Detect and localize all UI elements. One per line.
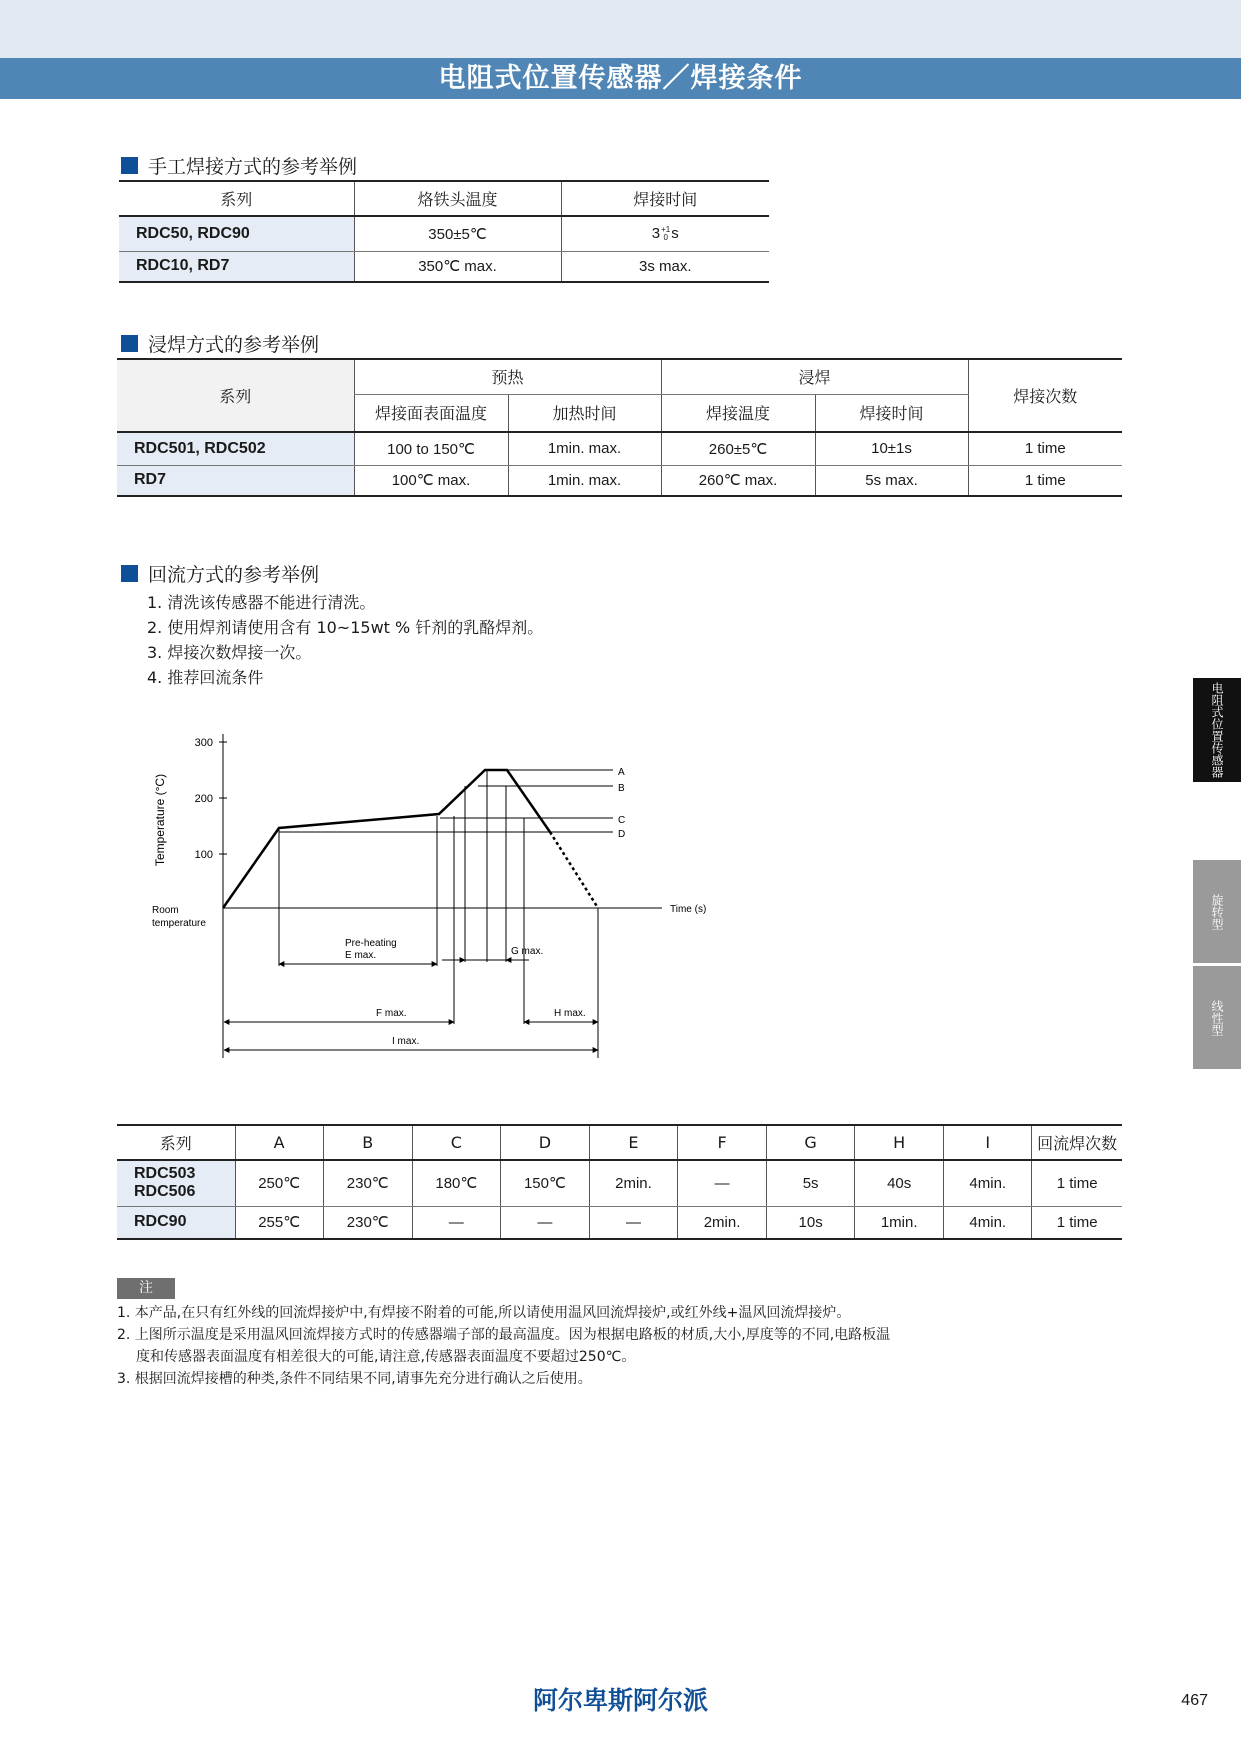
table-row xyxy=(119,216,769,251)
series-cell: RDC50, RDC90 xyxy=(119,216,354,251)
y-axis-label: Temperature (°C) xyxy=(153,773,167,867)
section-square-icon xyxy=(121,335,138,352)
tol-minus: 0 xyxy=(663,233,668,243)
value-cell: — xyxy=(678,1160,767,1206)
brand-logo: 阿尔卑斯阿尔派 xyxy=(532,1686,708,1715)
tol-plus: +1 xyxy=(661,225,671,235)
col-header: G xyxy=(767,1125,855,1160)
x-axis-label: Time (s) xyxy=(670,904,707,915)
table-row xyxy=(117,465,1122,496)
col-header-series: 系列 xyxy=(117,359,354,432)
dip-section-heading xyxy=(121,330,319,357)
room-label: Room xyxy=(152,905,179,916)
value-cell: — xyxy=(589,1206,677,1239)
value-cell: 5s xyxy=(767,1160,855,1206)
col-header-count: 回流焊次数 xyxy=(1032,1125,1122,1160)
manual-section-heading xyxy=(121,152,357,179)
value-cell: — xyxy=(412,1206,500,1239)
time-unit: s xyxy=(671,225,679,243)
value-cell: 150℃ xyxy=(500,1160,589,1206)
section-square-icon xyxy=(121,565,138,582)
dip-table xyxy=(117,358,1122,497)
series-cell: RDC90 xyxy=(117,1206,235,1239)
section-square-icon xyxy=(121,157,138,174)
list-item: 4. 推荐回流条件 xyxy=(147,668,264,687)
note-line: 3. 根据回流焊接槽的种类,条件不同结果不同,请事先充分进行确认之后使用。 xyxy=(117,1371,592,1387)
value-cell: 100℃ max. xyxy=(354,465,508,496)
value-cell: 230℃ xyxy=(323,1160,412,1206)
value-cell: 1min. max. xyxy=(508,432,661,465)
series-cell: RD7 xyxy=(117,465,354,496)
y-tick-label: 300 xyxy=(194,737,213,749)
reflow-heading-text: 回流方式的参考举例 xyxy=(148,564,320,586)
value-cell: 1 time xyxy=(968,432,1122,465)
notes xyxy=(117,1302,890,1390)
col-header: A xyxy=(235,1125,323,1160)
dip-heading-text: 浸焊方式的参考举例 xyxy=(148,334,320,356)
value-cell: 350℃ max. xyxy=(354,251,561,282)
level-label: B xyxy=(618,783,625,794)
series-cell: RDC501, RDC502 xyxy=(117,432,354,465)
value-cell: 250℃ xyxy=(235,1160,323,1206)
col-header: I xyxy=(944,1125,1032,1160)
note-tag: 注 xyxy=(117,1278,175,1299)
value-cell: 4min. xyxy=(944,1160,1032,1206)
col-header: D xyxy=(500,1125,589,1160)
value-cell xyxy=(561,216,769,251)
col-header: C xyxy=(412,1125,500,1160)
list-item: 2. 使用焊剂请使用含有 10~15wt % 钎剂的乳酪焊剂。 xyxy=(147,618,544,637)
value-cell: 10s xyxy=(767,1206,855,1239)
group-dip: 浸焊 xyxy=(661,359,968,394)
group-preheat: 预热 xyxy=(354,359,661,394)
side-tab-label: 线性型 xyxy=(1210,999,1224,1036)
col-header: F xyxy=(678,1125,767,1160)
value-cell: 180℃ xyxy=(412,1160,500,1206)
col-header-count: 焊接次数 xyxy=(968,359,1122,432)
top-band xyxy=(0,0,1241,58)
col-header-time: 焊接时间 xyxy=(561,181,769,216)
manual-table xyxy=(119,180,769,283)
dim-label-f: F max. xyxy=(376,1008,407,1019)
side-tab-label: 旋转型 xyxy=(1210,893,1224,930)
level-label: A xyxy=(618,767,625,778)
cooling-curve xyxy=(550,832,598,908)
profile-curve xyxy=(223,770,550,908)
time-base: 3 xyxy=(651,225,661,243)
value-cell: 10±1s xyxy=(815,432,968,465)
level-label: C xyxy=(618,815,626,826)
value-cell: 2min. xyxy=(589,1160,677,1206)
series-cell: RDC10, RD7 xyxy=(119,251,354,282)
series-cell xyxy=(117,1160,235,1206)
value-cell: 4min. xyxy=(944,1206,1032,1239)
series-name: RDC503 xyxy=(134,1165,196,1183)
table-row xyxy=(117,432,1122,465)
value-cell: 255℃ xyxy=(235,1206,323,1239)
y-tick-label: 200 xyxy=(194,793,213,805)
value-cell: 5s max. xyxy=(815,465,968,496)
value-cell: 230℃ xyxy=(323,1206,412,1239)
value-cell: 350±5℃ xyxy=(354,216,561,251)
note-line: 1. 本产品,在只有红外线的回流焊接炉中,有焊接不附着的可能,所以请使用温风回流焊接炉,或红外线+温风回流焊接炉。 xyxy=(117,1305,851,1321)
value-cell: 260±5℃ xyxy=(661,432,815,465)
dim-label-e: E max. xyxy=(345,950,377,961)
series-name: RDC506 xyxy=(134,1183,196,1201)
col-header-series: 系列 xyxy=(117,1125,235,1160)
table-row xyxy=(117,1206,1122,1239)
col-header: B xyxy=(323,1125,412,1160)
reflow-list xyxy=(147,590,543,690)
list-item: 3. 焊接次数焊接一次。 xyxy=(147,643,312,662)
list-item: 1. 清洗该传感器不能进行清洗。 xyxy=(147,593,376,612)
manual-heading-text: 手工焊接方式的参考举例 xyxy=(148,156,358,178)
value-cell: 100 to 150℃ xyxy=(354,432,508,465)
side-tab-linear[interactable] xyxy=(1193,966,1241,1069)
level-label: D xyxy=(618,829,626,840)
dim-label-h: H max. xyxy=(554,1008,586,1019)
page-title: 电阻式位置传感器／焊接条件 xyxy=(0,58,1241,99)
note-line: 2. 上图所示温度是采用温风回流焊接方式时的传感器端子部的最高温度。因为根据电路板的材质,大小,厚度等的不同,电路板温 xyxy=(117,1327,891,1343)
sub-header: 焊接面表面温度 xyxy=(354,394,508,432)
value-cell: 260℃ max. xyxy=(661,465,815,496)
value-cell: — xyxy=(500,1206,589,1239)
note-line: 度和传感器表面温度有相差很大的可能,请注意,传感器表面温度不要超过250℃。 xyxy=(136,1349,636,1365)
table-row xyxy=(117,1160,1122,1206)
reflow-section-heading xyxy=(121,560,319,587)
value-cell: 1min. max. xyxy=(508,465,661,496)
reflow-table xyxy=(117,1124,1122,1240)
value-cell: 1 time xyxy=(968,465,1122,496)
sub-header: 焊接时间 xyxy=(815,394,968,432)
side-tab-resistive[interactable] xyxy=(1193,678,1241,782)
page-number: 467 xyxy=(1181,1692,1208,1709)
reflow-profile-diagram xyxy=(140,720,740,1060)
dim-label-g: G max. xyxy=(511,946,544,957)
col-header-tip-temp: 烙铁头温度 xyxy=(354,181,561,216)
y-tick-label: 100 xyxy=(194,849,213,861)
value-cell: 1min. xyxy=(855,1206,944,1239)
sub-header: 加热时间 xyxy=(508,394,661,432)
value-cell: 40s xyxy=(855,1160,944,1206)
dim-label-i: I max. xyxy=(392,1036,420,1047)
value-cell: 2min. xyxy=(678,1206,767,1239)
value-cell: 3s max. xyxy=(561,251,769,282)
table-row xyxy=(119,251,769,282)
col-header-series: 系列 xyxy=(119,181,354,216)
room-label: temperature xyxy=(152,918,206,929)
side-tab-label: 电阻式位置传感器 xyxy=(1210,682,1224,778)
col-header: E xyxy=(589,1125,677,1160)
side-tab-rotary[interactable] xyxy=(1193,860,1241,963)
col-header: H xyxy=(855,1125,944,1160)
sub-header: 焊接温度 xyxy=(661,394,815,432)
value-cell: 1 time xyxy=(1032,1206,1122,1239)
value-cell: 1 time xyxy=(1032,1160,1122,1206)
dim-label-e: Pre-heating xyxy=(345,938,397,949)
